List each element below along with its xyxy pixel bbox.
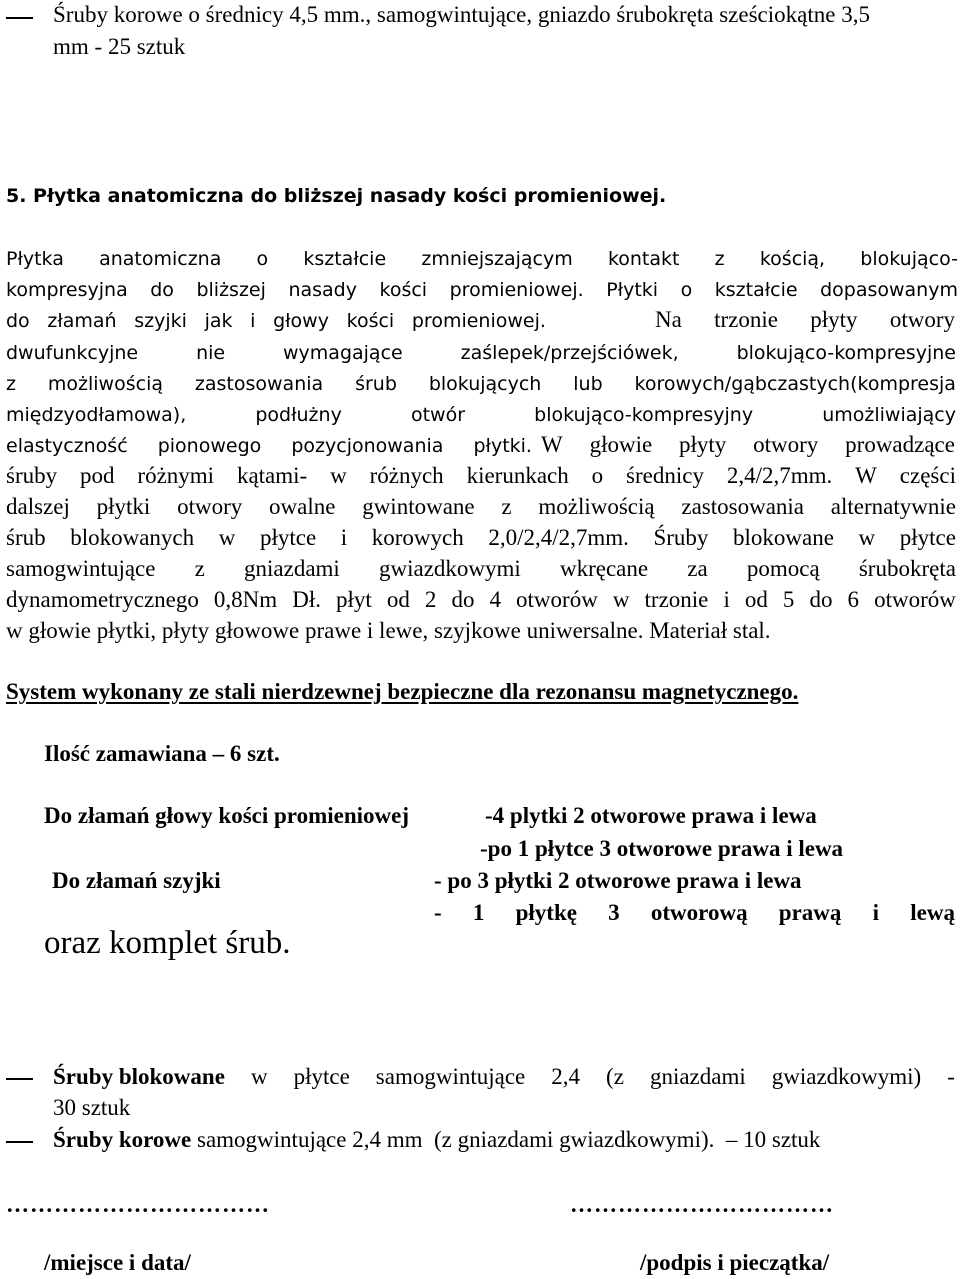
word: elastyczność (6, 435, 128, 457)
word: kątami- (236, 463, 308, 488)
word: dopasowanym (820, 279, 958, 301)
word: jak (204, 310, 233, 332)
word: i (340, 525, 348, 550)
word: umożliwiający (822, 404, 956, 426)
paragraph-line (6, 248, 958, 270)
word: samogwintujące (6, 556, 156, 581)
word: kształcie (714, 279, 798, 301)
word: płytce (259, 525, 317, 550)
screws-set: oraz komplet śrub. (44, 925, 291, 961)
word: kontakt (607, 248, 680, 270)
word: anatomiczna (99, 248, 222, 270)
word: kształcie (303, 248, 387, 270)
word: średnicy (626, 463, 704, 488)
word: (z (606, 1064, 624, 1089)
bullet-dash (6, 17, 33, 19)
word: bliższej (196, 279, 266, 301)
word: do (451, 587, 475, 612)
word: w (250, 1064, 268, 1089)
word: za (687, 556, 708, 581)
paragraph-line (6, 494, 956, 520)
word: dwufunkcyjne (6, 342, 139, 364)
word: Dł. (292, 587, 321, 612)
word: trzonie (644, 587, 709, 612)
word: trzonie (714, 307, 778, 332)
word: blokowane (733, 525, 834, 550)
word: zmniejszającym (421, 248, 573, 270)
paragraph-line (6, 556, 956, 582)
word: gwiazdkowymi (379, 556, 521, 581)
word: zastosowania (681, 494, 805, 519)
screw-item-quantity: 30 sztuk (53, 1095, 131, 1120)
word: 2,4/2,7mm. (726, 463, 833, 488)
word: alternatywnie (830, 494, 956, 519)
word: prowadzące (845, 432, 955, 457)
word: możliwością (538, 494, 655, 519)
word: 5 (782, 587, 795, 612)
word: o (256, 248, 269, 270)
word: płyty (679, 432, 727, 457)
word: możliwością (47, 373, 163, 395)
paragraph-line (6, 342, 956, 364)
paragraph-line (6, 435, 532, 457)
screw-item-details: samogwintujące 2,4 mm (z gniazdami gwiazdkowymi). – 10 sztuk (191, 1127, 821, 1152)
word: Śruby (653, 525, 709, 550)
word: pionowego (157, 435, 262, 457)
word: płytce (293, 1064, 350, 1089)
order-quantity: Ilość zamawiana – 6 szt. (44, 741, 280, 766)
word: 6 (847, 587, 860, 612)
word: międzyodłamowa), (6, 404, 187, 426)
place-date-label: /miejsce i data/ (44, 1250, 191, 1275)
word: otwory (177, 494, 243, 519)
word: części (899, 463, 956, 488)
word: Na (655, 307, 682, 332)
word: i (250, 310, 256, 332)
word: płytki. (473, 435, 532, 457)
word: otwór (410, 404, 466, 426)
word: samogwintujące (375, 1064, 526, 1089)
word: dalszej (6, 494, 70, 519)
word: od (386, 587, 410, 612)
word: gniazdami (649, 1064, 746, 1089)
word: W (541, 432, 563, 457)
word: o (680, 279, 693, 301)
word: płytce (899, 525, 956, 550)
word: pod (80, 463, 115, 488)
head-fracture-item: -4 plytki 2 otworowe prawa i lewa (485, 803, 817, 828)
top-item-line2: mm - 25 sztuk (53, 34, 186, 59)
word: do (150, 279, 174, 301)
bullet-dash (6, 1141, 33, 1143)
word: nasady (288, 279, 357, 301)
word: prawą (778, 900, 842, 925)
word: złamań (47, 310, 117, 332)
word: korowych (371, 525, 464, 550)
word: z (6, 373, 16, 395)
word: - (947, 1064, 955, 1089)
word: głowie (589, 432, 653, 457)
word: 1 (472, 900, 485, 925)
neck-fracture-label: Do złamań szyjki (52, 868, 221, 893)
paragraph-line (6, 587, 956, 613)
screw-item-name: Śruby korowe (53, 1127, 192, 1152)
word: Płytka (6, 248, 64, 270)
word: od (744, 587, 768, 612)
head-fracture-label: Do złamań głowy kości promieniowej (44, 803, 410, 828)
paragraph-line (6, 279, 958, 301)
signature-stamp-label: /podpis i pieczątka/ (640, 1250, 830, 1275)
word: płytki (96, 494, 151, 519)
word: 2,0/2,4/2,7mm. (488, 525, 629, 550)
word: śrub (355, 373, 397, 395)
word: o (591, 463, 604, 488)
word: zaślepek/przejściówek, (460, 342, 679, 364)
paragraph-line (6, 525, 956, 551)
word: otwory (753, 432, 819, 457)
word: korowych/gąbczastych(kompresja (634, 373, 956, 395)
word: zastosowania (194, 373, 324, 395)
word: z (501, 494, 512, 519)
system-note: System wykonany ze stali nierdzewnej bezpieczne dla rezonansu magnetycznego. (6, 679, 799, 704)
word: do (6, 310, 30, 332)
word: lub (573, 373, 603, 395)
screw-item-name: Śruby blokowane (53, 1064, 225, 1089)
place-date-line: …………………………… (6, 1192, 270, 1217)
paragraph-line (6, 404, 956, 426)
word: płyt (336, 587, 372, 612)
word: w (612, 587, 630, 612)
word: gniazdami (244, 556, 340, 581)
word: dynamometrycznego (6, 587, 199, 612)
word: owalne (269, 494, 336, 519)
screw-item (53, 1064, 955, 1090)
word: z (194, 556, 205, 581)
word: 0,8Nm (213, 587, 278, 612)
top-item-line1: Śruby korowe o średnicy 4,5 mm., samogwintujące, gniazdo śrubokręta sześciokątne 3,5 (53, 2, 870, 27)
word: płytkę (515, 900, 577, 925)
word: pozycjonowania (291, 435, 444, 457)
word: otworów (874, 587, 956, 612)
word: różnymi (137, 463, 215, 488)
word: gwintowane (362, 494, 475, 519)
word: do (809, 587, 833, 612)
word: 4 (489, 587, 501, 612)
word: w (218, 525, 236, 550)
neck-fracture-item: - po 3 płytki 2 otworowe prawa i lewa (434, 868, 802, 893)
section-heading: 5. Płytka anatomiczna do bliższej nasady kości promieniowej. (6, 185, 667, 207)
word: otworową (650, 900, 748, 925)
word: blokująco- (860, 248, 958, 270)
word: 2 (424, 587, 437, 612)
word: kierunkach (466, 463, 569, 488)
word: płyty (810, 307, 858, 332)
word: 2,4 (551, 1064, 581, 1089)
word: 3 (608, 900, 620, 925)
word: blokująco-kompresyjny (534, 404, 754, 426)
word: szyjki (134, 310, 187, 332)
word: promieniowej. (411, 310, 546, 332)
word: blokujących (428, 373, 542, 395)
word: śruby (6, 463, 58, 488)
word: otwory (889, 307, 955, 332)
word: śrub (6, 525, 46, 550)
word: gwiazdkowymi) (771, 1064, 922, 1089)
paragraph-line (6, 310, 546, 332)
paragraph-last-line: w głowie płytki, płyty głowowe prawe i lewe, szyjkowe uniwersalne. Materiał stal. (6, 618, 771, 643)
paragraph-line (6, 463, 956, 489)
paragraph-line (541, 432, 955, 458)
word: z (714, 248, 725, 270)
screw-item (53, 1127, 820, 1153)
word: lewą (910, 900, 955, 925)
word: i (723, 587, 730, 612)
word: śrubokręta (858, 556, 956, 581)
neck-fracture-item (434, 900, 955, 926)
paragraph-line (6, 373, 956, 395)
word: i (872, 900, 880, 925)
word: w (858, 525, 876, 550)
head-fracture-item: -po 1 płytce 3 otworowe prawa i lewa (480, 836, 844, 861)
word: nie (196, 342, 226, 364)
word: podłużny (255, 404, 342, 426)
word: promieniowej. (449, 279, 584, 301)
word: blokowanych (70, 525, 195, 550)
word: otworów (516, 587, 598, 612)
word: kompresyjna (6, 279, 128, 301)
word: kością, (759, 248, 826, 270)
word: blokująco-kompresyjne (736, 342, 956, 364)
word: W (855, 463, 877, 488)
word: Płytki (606, 279, 659, 301)
bullet-dash (6, 1078, 33, 1080)
signature-line: …………………………… (570, 1192, 834, 1217)
word: wkręcane (559, 556, 649, 581)
word: pomocą (746, 556, 820, 581)
word: kości (346, 310, 395, 332)
word: w (330, 463, 347, 488)
word: wymagające (283, 342, 403, 364)
word: kości (379, 279, 428, 301)
word: głowy (273, 310, 329, 332)
paragraph-line (655, 307, 955, 333)
word: - (434, 900, 442, 925)
word: różnych (369, 463, 444, 488)
